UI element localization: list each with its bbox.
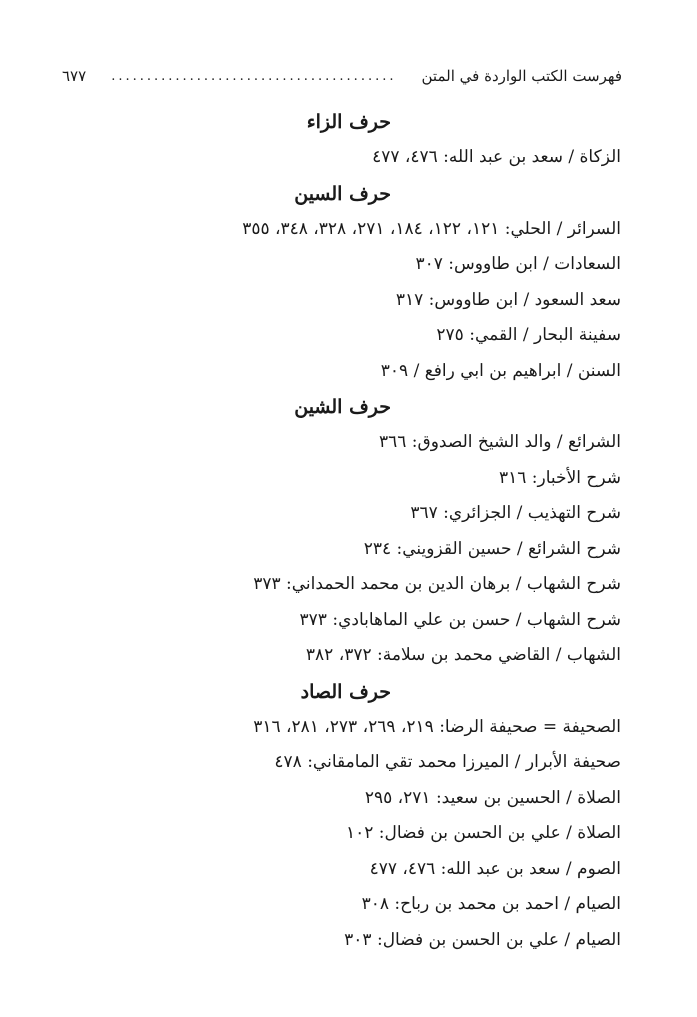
running-header bbox=[62, 62, 622, 90]
index-entry: الزكاة / سعد بن عبد الله: ٤٧٦، ٤٧٧ bbox=[372, 147, 621, 167]
section-heading: حرف السين bbox=[294, 182, 391, 205]
index-entry: الصحيفة = صحيفة الرضا: ٢١٩، ٢٦٩، ٢٧٣، ٢٨١، ٣١٦ bbox=[253, 716, 621, 737]
index-entry: صحيفة الأبرار / الميرزا محمد تقي المامقاني: ٤٧٨ bbox=[274, 752, 621, 772]
section-zaa bbox=[101, 104, 621, 176]
index-content bbox=[101, 104, 621, 958]
page-number: ٦٧٧ bbox=[62, 67, 87, 85]
index-entry: الشهاب / القاضي محمد بن سلامة: ٣٧٢، ٣٨٢ bbox=[305, 645, 621, 665]
index-entry: سعد السعود / ابن طاووس: ٣١٧ bbox=[395, 289, 621, 310]
section-heading: حرف الزاء bbox=[306, 111, 391, 133]
index-entry: السنن / ابراهيم بن ابي رافع / ٣٠٩ bbox=[380, 360, 621, 381]
index-entry: شرح الشرائع / حسين القزويني: ٢٣٤ bbox=[363, 538, 621, 559]
index-entry: الصلاة / الحسين بن سعيد: ٢٧١، ٢٩٥ bbox=[364, 787, 621, 808]
running-header-title: فهرست الكتب الواردة في المتن bbox=[421, 67, 622, 85]
section-sheen bbox=[101, 389, 621, 674]
section-heading: حرف الصاد bbox=[300, 680, 391, 703]
section-saad bbox=[101, 674, 621, 959]
index-entry: سفينة البحار / القمي: ٢٧٥ bbox=[436, 325, 621, 345]
index-entry: شرح التهذيب / الجزائري: ٣٦٧ bbox=[410, 503, 621, 523]
index-entry: شرح الشهاب / حسن بن علي الماهابادي: ٣٧٣ bbox=[299, 609, 621, 630]
leader-dots: ........................................ bbox=[111, 68, 397, 84]
index-entry: السعادات / ابن طاووس: ٣٠٧ bbox=[415, 254, 621, 274]
index-entry: شرح الشهاب / برهان الدين بن محمد الحمداني: ٣٧٣ bbox=[253, 574, 621, 594]
index-entry: الصيام / احمد بن محمد بن رباح: ٣٠٨ bbox=[361, 894, 621, 914]
index-entry: شرح الأخبار: ٣١٦ bbox=[499, 467, 621, 488]
index-entry: السرائر / الحلي: ١٢١، ١٢٢، ١٨٤، ٢٧١، ٣٢٨، ٣٤٨، ٣٥٥ bbox=[242, 218, 621, 239]
index-entry: الشرائع / والد الشيخ الصدوق: ٣٦٦ bbox=[378, 432, 621, 452]
section-heading: حرف الشين bbox=[294, 396, 391, 418]
section-seen bbox=[101, 176, 621, 390]
index-entry: الصوم / سعد بن عبد الله: ٤٧٦، ٤٧٧ bbox=[369, 858, 621, 879]
index-entry: الصلاة / علي بن الحسن بن فضال: ١٠٢ bbox=[345, 823, 621, 843]
index-entry: الصيام / علي بن الحسن بن فضال: ٣٠٣ bbox=[344, 929, 621, 950]
